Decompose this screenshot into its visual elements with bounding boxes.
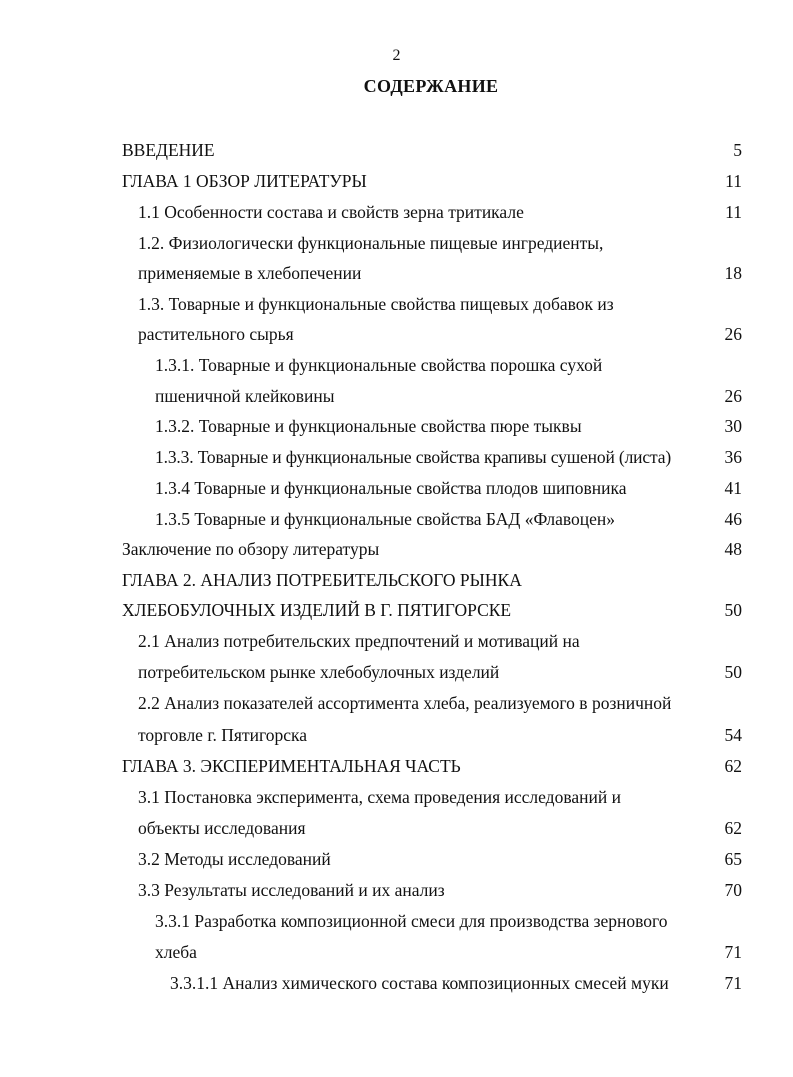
toc-entry-page: 46: [724, 509, 742, 529]
toc-entry-page: 26: [724, 324, 742, 344]
toc-entry-page: 26: [724, 386, 742, 406]
toc-entry-page: 48: [724, 539, 742, 559]
toc-entry-text: объекты исследования: [138, 818, 306, 838]
toc-entry-page: 30: [724, 416, 742, 436]
toc-entry-text: 3.3.1 Разработка композиционной смеси для производства зернового: [155, 911, 668, 931]
toc-entry-text: 3.3 Результаты исследований и их анализ: [138, 880, 445, 900]
toc-entry-text: ВВЕДЕНИЕ: [122, 140, 215, 160]
toc-entry-text: 1.3. Товарные и функциональные свойства пищевых добавок из: [138, 294, 614, 314]
toc-entry-text: ГЛАВА 1 ОБЗОР ЛИТЕРАТУРЫ: [122, 171, 367, 191]
toc-entry-page: [682, 692, 742, 714]
toc-entry-page: 41: [724, 478, 742, 498]
toc-entry-page: [682, 232, 742, 254]
toc-entry-text: 2.2 Анализ показателей ассортимента хлеба, реализуемого в розничной: [138, 693, 672, 713]
toc-entry-text: 1.2. Физиологически функциональные пищевые ингредиенты,: [138, 233, 604, 253]
toc-entry-page: 65: [724, 849, 742, 869]
toc-entry-page: 70: [724, 880, 742, 900]
toc-entry-text: 3.3.1.1 Анализ химического состава композиционных смесей муки: [170, 973, 669, 993]
toc-entry-text: ХЛЕБОБУЛОЧНЫХ ИЗДЕЛИЙ В Г. ПЯТИГОРСКЕ: [122, 600, 512, 620]
toc-entry-text: пшеничной клейковины: [155, 386, 335, 406]
page-number: 2: [392, 47, 401, 64]
toc-entry-text: торговле г. Пятигорска: [138, 725, 307, 745]
toc-entry-text: Заключение по обзору литературы: [122, 539, 380, 559]
toc-entry-text: ГЛАВА 2. АНАЛИЗ ПОТРЕБИТЕЛЬСКОГО РЫНКА: [122, 570, 522, 590]
toc-entry-text: ГЛАВА 3. ЭКСПЕРИМЕНТАЛЬНАЯ ЧАСТЬ: [122, 756, 461, 776]
toc-entry-text: применяемые в хлебопечении: [138, 263, 362, 283]
toc-entry-page: [682, 630, 742, 652]
toc-entry-text: 2.1 Анализ потребительских предпочтений и мотиваций на: [138, 631, 580, 651]
toc-entry-page: 36: [724, 447, 742, 467]
toc-entry-page: 62: [724, 756, 742, 776]
toc-entry-text: растительного сырья: [138, 324, 294, 344]
toc-entry-page: [682, 910, 742, 932]
toc-entry-page: 11: [725, 171, 742, 191]
toc-entry-text: хлеба: [155, 942, 197, 962]
toc-entry-text: 1.3.2. Товарные и функциональные свойства пюре тыквы: [155, 416, 582, 436]
toc-entry-page: [682, 786, 742, 808]
toc-entry-page: 71: [724, 973, 742, 993]
toc-entry-page: 62: [724, 818, 742, 838]
toc-entry-page: 5: [733, 140, 742, 160]
toc-entry-text: 1.3.3. Товарные и функциональные свойства крапивы сушеной (листа): [155, 447, 672, 467]
toc-entry-text: 1.1 Особенности состава и свойств зерна тритикале: [138, 202, 524, 222]
toc-entry-page: 18: [724, 263, 742, 283]
toc-entry-page: [682, 293, 742, 315]
toc-entry-text: 1.3.1. Товарные и функциональные свойства порошка сухой: [155, 355, 603, 375]
toc-entry-text: потребительском рынке хлебобулочных изделий: [138, 662, 500, 682]
toc-entry-page: 11: [725, 202, 742, 222]
toc-entry-page: 54: [724, 725, 742, 745]
toc-entry-text: 3.2 Методы исследований: [138, 849, 331, 869]
toc-title: СОДЕРЖАНИЕ: [363, 76, 499, 96]
toc-entry-page: 71: [724, 942, 742, 962]
toc-entry-page: [682, 569, 742, 591]
toc-entry-text: 1.3.4 Товарные и функциональные свойства плодов шиповника: [155, 478, 627, 498]
toc-entry-page: 50: [724, 662, 742, 682]
toc-entry-text: 3.1 Постановка эксперимента, схема проведения исследований и: [138, 787, 621, 807]
toc-entry-page: [682, 354, 742, 376]
toc-entry-page: 50: [724, 600, 742, 620]
toc-entry-text: 1.3.5 Товарные и функциональные свойства БАД «Флавоцен»: [155, 509, 616, 529]
